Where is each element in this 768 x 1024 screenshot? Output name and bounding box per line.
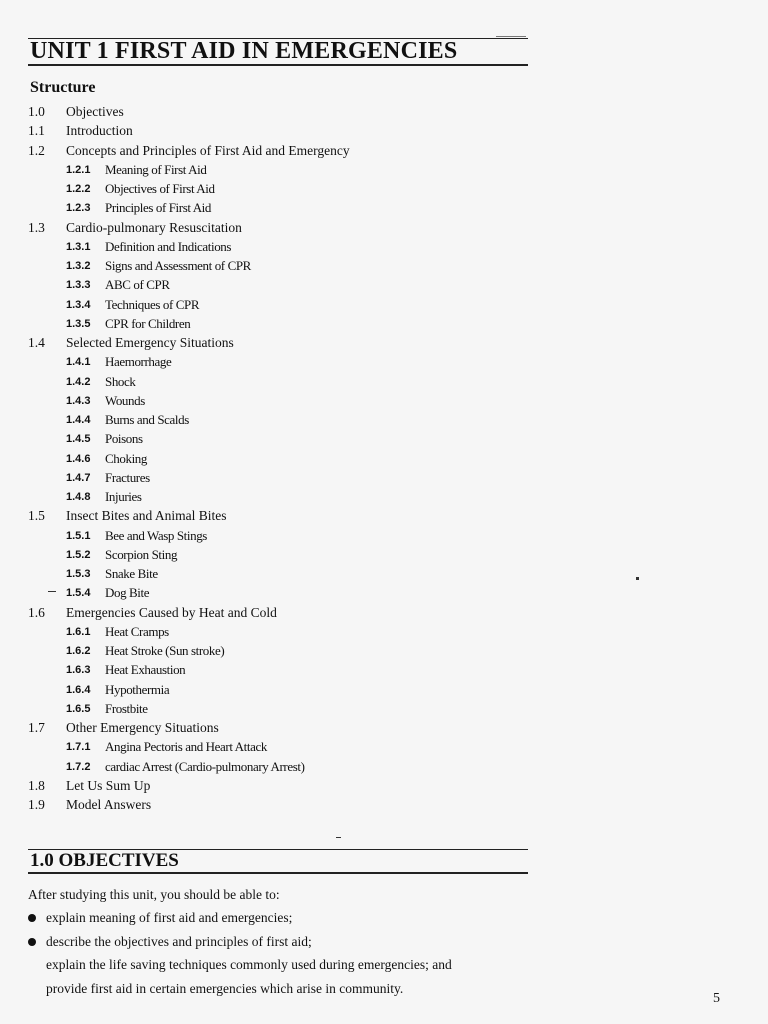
objective-text: provide first aid in certain emergencies which arise in community. xyxy=(46,980,404,996)
toc-number: 1.6.2 xyxy=(66,645,91,657)
toc-title: Meaning of First Aid xyxy=(105,161,207,177)
toc-title: Angina Pectoris and Heart Attack xyxy=(105,739,267,755)
toc-number: 1.7.2 xyxy=(66,760,91,773)
toc-number: 1.2 xyxy=(28,142,45,158)
toc-number: 1.7 xyxy=(28,720,45,735)
objectives-heading: 1.0 OBJECTIVES xyxy=(30,850,179,871)
toc-title: Haemorrhage xyxy=(105,354,172,370)
toc-title: Heat Stroke (Sun stroke) xyxy=(105,643,225,658)
toc-title: Objectives xyxy=(66,104,124,119)
scan-speck xyxy=(496,36,526,37)
toc-title: Scorpion Sting xyxy=(105,546,178,562)
toc-title: Poisons xyxy=(105,431,143,447)
toc-number: 1.6.3 xyxy=(66,664,91,677)
objectives-intro: After studying this unit, you should be able to: xyxy=(28,887,280,902)
toc-number: 1.7.1 xyxy=(66,741,91,754)
toc-title: Choking xyxy=(105,450,147,466)
toc-number: 1.8 xyxy=(28,777,45,793)
toc-title: Frostbite xyxy=(105,700,148,716)
toc-title: Techniques of CPR xyxy=(105,296,200,312)
structure-heading: Structure xyxy=(30,79,96,96)
objective-text: explain the life saving techniques commonly used during emergencies; and xyxy=(46,957,452,972)
bullet-icon xyxy=(28,938,36,946)
toc-title: CPR for Children xyxy=(105,315,191,331)
toc-number: 1.4.6 xyxy=(66,452,91,465)
toc-number: 1.0 xyxy=(28,104,45,119)
toc-number: 1.5 xyxy=(28,508,45,524)
toc-title: Insect Bites and Animal Bites xyxy=(66,508,227,524)
toc-number: 1.3.1 xyxy=(66,240,91,253)
toc-title: Hypothermia xyxy=(105,681,170,697)
toc-title: cardiac Arrest (Cardio-pulmonary Arrest) xyxy=(105,758,305,774)
scan-speck xyxy=(48,591,56,592)
toc-title: Definition and Indications xyxy=(105,238,232,254)
toc-title: Emergencies Caused by Heat and Cold xyxy=(66,604,277,620)
toc-title: Let Us Sum Up xyxy=(66,777,151,793)
toc-number: 1.2.3 xyxy=(66,202,91,215)
toc-title: Principles of First Aid xyxy=(105,200,211,216)
toc-number: 1.4.4 xyxy=(66,414,91,426)
toc-title: Model Answers xyxy=(66,797,152,812)
toc-title: Selected Emergency Situations xyxy=(66,335,234,350)
toc-number: 1.4.8 xyxy=(66,491,91,503)
toc-number: 1.4.5 xyxy=(66,433,91,446)
toc-number: 1.3.5 xyxy=(66,317,91,330)
toc-number: 1.4 xyxy=(28,335,45,350)
toc-number: 1.5.3 xyxy=(66,568,91,580)
toc-number: 1.4.2 xyxy=(66,375,91,388)
toc-title: Dog Bite xyxy=(105,585,150,601)
toc-title: Fractures xyxy=(105,469,150,485)
title-rule-bottom xyxy=(28,64,528,66)
toc-title: Concepts and Principles of First Aid and Emergency xyxy=(66,142,350,158)
toc-number: 1.6.5 xyxy=(66,702,91,715)
toc-title: Wounds xyxy=(105,392,145,408)
toc-number: 1.3 xyxy=(28,219,45,235)
toc-title: Heat Cramps xyxy=(105,623,169,639)
toc-number: 1.6 xyxy=(28,604,45,620)
toc-number: 1.3.3 xyxy=(66,279,91,292)
toc-title: ABC of CPR xyxy=(105,277,170,293)
toc-title: Injuries xyxy=(105,489,142,504)
toc-number: 1.3.4 xyxy=(66,298,91,311)
toc-number: 1.2.1 xyxy=(66,163,91,176)
toc-title: Heat Exhaustion xyxy=(105,662,186,678)
toc-number: 1.5.4 xyxy=(66,587,91,600)
toc-number: 1.4.1 xyxy=(66,356,91,369)
scan-speck xyxy=(336,837,341,838)
toc-number: 1.2.2 xyxy=(66,183,91,195)
toc-title: Cardio-pulmonary Resuscitation xyxy=(66,219,242,235)
objective-text: explain meaning of first aid and emergencies; xyxy=(46,910,293,925)
toc-title: Other Emergency Situations xyxy=(66,720,219,735)
toc-title: Introduction xyxy=(66,123,133,139)
toc-number: 1.6.4 xyxy=(66,683,91,696)
toc-title: Burns and Scalds xyxy=(105,412,189,427)
toc-title: Objectives of First Aid xyxy=(105,181,215,196)
bullet-icon xyxy=(28,914,36,922)
toc-number: 1.4.3 xyxy=(66,394,91,407)
toc-number: 1.6.1 xyxy=(66,625,91,638)
page-number: 5 xyxy=(713,991,720,1006)
toc-number: 1.1 xyxy=(28,123,45,139)
toc-number: 1.3.2 xyxy=(66,260,91,272)
toc-title: Snake Bite xyxy=(105,566,158,581)
unit-title: UNIT 1 FIRST AID IN EMERGENCIES xyxy=(30,38,458,64)
toc-number: 1.9 xyxy=(28,797,45,812)
toc-title: Bee and Wasp Stings xyxy=(105,527,207,543)
objective-text: describe the objectives and principles of first aid; xyxy=(46,933,312,949)
objectives-rule-bottom xyxy=(28,872,528,874)
scan-speck xyxy=(636,577,639,580)
toc-number: 1.4.7 xyxy=(66,471,91,484)
toc-title: Signs and Assessment of CPR xyxy=(105,258,251,273)
toc-title: Shock xyxy=(105,373,136,389)
toc-number: 1.5.1 xyxy=(66,529,91,542)
toc-number: 1.5.2 xyxy=(66,548,91,561)
